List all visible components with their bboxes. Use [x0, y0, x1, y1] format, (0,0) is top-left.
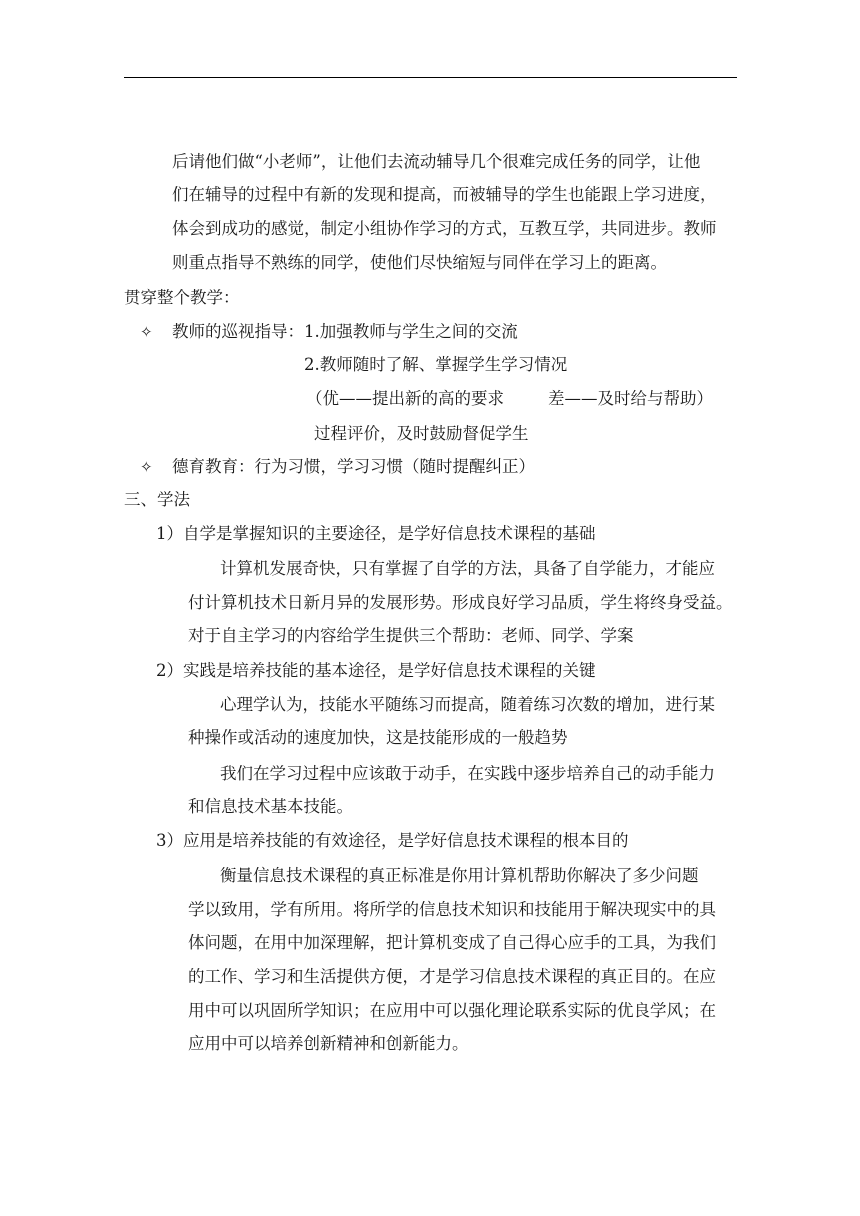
- item2-line-4: 和信息技术基本技能。: [188, 797, 353, 816]
- sparkle-icon: ✧: [140, 458, 153, 476]
- throughout-heading: 贯穿整个教学：: [124, 288, 240, 307]
- intro-line-1: 后请他们做“小老师”，让他们去流动辅导几个很难完成任务的同学，让他: [172, 152, 701, 171]
- item3-line-3: 体问题，在用中加深理解，把计算机变成了自己得心应手的工具，为我们: [188, 933, 716, 952]
- bullet1-item2: 2.教师随时了解、掌握学生学习情况: [304, 355, 568, 374]
- item2-line-3: 我们在学习过程中应该敢于动手，在实践中逐步培养自己的动手能力: [220, 764, 715, 783]
- item2-line-1: 心理学认为，技能水平随练习而提高，随着练习次数的增加，进行某: [220, 695, 715, 714]
- bullet1-evaluation: 过程评价，及时鼓励督促学生: [314, 424, 529, 443]
- item2-title: 2）实践是培养技能的基本途径，是学好信息技术课程的关键: [156, 661, 596, 680]
- intro-line-3: 体会到成功的感觉，制定小组协作学习的方式，互教互学，共同进步。教师: [172, 219, 717, 238]
- header-rule: [124, 77, 737, 78]
- item3-line-6: 应用中可以培养创新精神和创新能力。: [188, 1034, 469, 1053]
- item1-title: 1）自学是掌握知识的主要途径，是学好信息技术课程的基础: [156, 524, 596, 543]
- item1-line-1: 计算机发展奇快，只有掌握了自学的方法，具备了自学能力，才能应: [220, 559, 715, 578]
- section3-heading: 三、学法: [124, 490, 190, 509]
- sparkle-icon: ✧: [140, 323, 153, 341]
- item1-line-2: 付计算机技术日新月异的发展形势。形成良好学习品质，学生将终身受益。: [188, 593, 733, 612]
- intro-line-2: 们在辅导的过程中有新的发现和提高，而被辅导的学生也能跟上学习进度，: [172, 185, 717, 204]
- bullet1-detail-poor: 差——及时给与帮助）: [548, 389, 713, 408]
- bullet2-label: 德育教育：行为习惯，学习习惯（随时提醒纠正）: [172, 457, 535, 476]
- item2-line-2: 种操作或活动的速度加快，这是技能形成的一般趋势: [188, 728, 568, 747]
- item1-line-3: 对于自主学习的内容给学生提供三个帮助：老师、同学、学案: [188, 626, 634, 645]
- bullet1-label: 教师的巡视指导：1.加强教师与学生之间的交流: [172, 322, 518, 341]
- item3-line-5: 用中可以巩固所学知识；在应用中可以强化理论联系实际的优良学风；在: [188, 1001, 716, 1020]
- bullet1-detail-good: （优——提出新的高的要求: [306, 389, 504, 408]
- intro-line-4: 则重点指导不熟练的同学，使他们尽快缩短与同伴在学习上的距离。: [172, 253, 667, 272]
- item3-line-1: 衡量信息技术课程的真正标准是你用计算机帮助你解决了多少问题: [220, 866, 699, 885]
- item3-line-2: 学以致用，学有所用。将所学的信息技术知识和技能用于解决现实中的具: [188, 900, 716, 919]
- item3-line-4: 的工作、学习和生活提供方便，才是学习信息技术课程的真正目的。在应: [188, 967, 716, 986]
- item3-title: 3）应用是培养技能的有效途径，是学好信息技术课程的根本目的: [156, 831, 629, 850]
